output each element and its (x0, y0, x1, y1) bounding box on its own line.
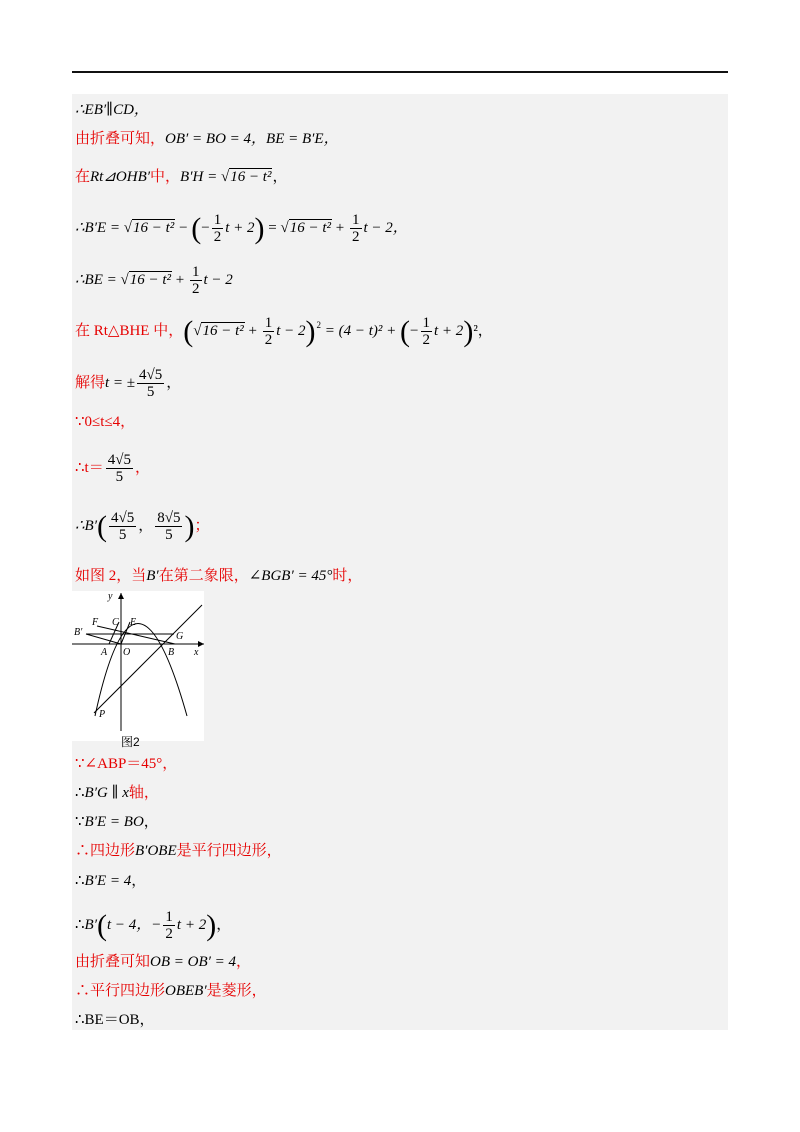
line-20 (75, 1013, 155, 1028)
label-x: x (194, 647, 199, 658)
line-18-math: OB = OB′ = 4 (150, 954, 237, 970)
header-rule (72, 71, 728, 73)
figure-2 (72, 591, 204, 741)
line-13-end: 轴， (128, 785, 159, 801)
line-5-frac (190, 264, 202, 297)
line-3-end: ， (272, 169, 288, 185)
line-17-point: B′ (84, 916, 97, 933)
line-6-frac-2-num: 1 (422, 315, 431, 331)
line-17-end: ， (216, 916, 232, 933)
line-4-frac-2-den: 2 (352, 229, 360, 245)
line-9-frac-den: 5 (115, 469, 124, 485)
line-18-prefix: 由折叠可知 (75, 954, 151, 970)
line-4-sqrt-2: 16 − t² (289, 219, 332, 236)
line-3-triangle: Rt⊿OHB′ (90, 169, 151, 185)
line-6-frac-1-num: 1 (264, 315, 273, 331)
line-16 (75, 874, 146, 889)
label-b: B (168, 647, 175, 658)
line-12 (75, 757, 177, 772)
line-4-sqrt-1: 16 − t² (133, 219, 175, 236)
line-6-term: t − 2 (276, 322, 306, 339)
line-8-text: ∵0≤t≤4， (75, 414, 136, 430)
line-10-comma: ， (138, 517, 154, 534)
line-6-frac-2-den: 2 (422, 332, 431, 348)
line-17-prefix: ∴ (75, 916, 85, 933)
line-15-end: 是平行四边形， (176, 843, 282, 859)
line-11 (75, 569, 362, 584)
line-6-plus: + (244, 322, 261, 339)
line-19 (75, 984, 267, 999)
line-3-prefix: 在 (75, 169, 91, 185)
label-b-prime: B′ (74, 627, 83, 638)
line-10-frac-2 (155, 510, 182, 543)
line-11-point: B′ (146, 568, 159, 584)
line-15-prefix: ∴四边形 (75, 843, 136, 859)
line-6-sqrt: 16 − t² (202, 322, 244, 339)
label-e: E (130, 617, 137, 628)
line-10: ∴B′( $\frac{4√5}{5}$ ， $\frac{8√5}{5}$ )； (75, 509, 210, 543)
line-17-frac-den: 2 (165, 926, 173, 942)
line-6-end: ²， (473, 322, 493, 339)
line-4-frac-1-den: 2 (213, 229, 222, 245)
line-15-math: B′OBE (135, 843, 177, 859)
line-17-second: t + 2 (176, 916, 207, 933)
line-5-lhs: ∴BE = (75, 271, 121, 288)
label-g: G (176, 631, 184, 642)
line-20-text: ∴BE＝OB， (75, 1012, 155, 1028)
line-6-prefix: 在 Rt△BHE 中， (75, 322, 184, 339)
line-15 (75, 844, 282, 859)
line-4-frac-2 (350, 212, 362, 245)
line-4: ∴B′E = √16 − t² − (− $\frac{1}{2}$ t + 2) = √16 − t² + $\frac{1}{2}$ t − 2， (75, 211, 408, 245)
line-1 (75, 103, 149, 118)
line-7-prefix: 解得 (75, 374, 106, 391)
line-3-mid: 中， (150, 169, 181, 185)
line-19-prefix: ∴平行四边形 (75, 983, 166, 999)
line-5-frac-num: 1 (192, 264, 200, 280)
figure-2-graph (72, 591, 204, 731)
line-4-plus: + (332, 219, 349, 236)
figure-2-caption: 图2 (121, 735, 140, 749)
line-6-frac-2 (421, 315, 433, 348)
line-14-end: ， (143, 814, 159, 830)
line-10-frac-1-den: 5 (118, 527, 127, 543)
line-2-prefix: 由折叠可知， (75, 131, 166, 147)
line-5-sqrt: 16 − t² (129, 271, 172, 288)
line-4-lhs: ∴B′E = (75, 219, 124, 236)
line-4-frac-1 (212, 212, 224, 245)
line-3-lhs: B′H = (180, 169, 221, 185)
line-14-math: B′E = BO (84, 814, 144, 830)
line-17: ∴B′(t − 4，− $\frac{1}{2}$ t + 2)， (75, 908, 232, 942)
line-6-neg: − (410, 322, 419, 339)
line-6: 在 Rt△BHE 中，(√16 − t² + $\frac{1}{2}$ t − 2)$^2$ = (4 − t)² + (− $\frac{1}{2}$ t + 2)²， (75, 314, 493, 348)
line-17-first: t − 4，− (107, 916, 162, 933)
line-9-lhs: ∴t＝ (75, 459, 104, 476)
line-18 (75, 955, 251, 970)
line-12-text: ∵∠ABP＝45°， (75, 756, 178, 772)
line-7-end: ， (166, 374, 182, 391)
line-13-prefix: ∴ (75, 785, 85, 801)
line-14-prefix: ∵ (75, 814, 85, 830)
line-5-frac-den: 2 (192, 281, 200, 297)
line-8 (75, 415, 135, 430)
line-4-neg: − (201, 219, 210, 236)
line-9-frac (106, 452, 133, 485)
line-18-end: ， (236, 954, 252, 970)
line-17-frac-num: 1 (165, 909, 173, 925)
line-11-mid: 在第二象限， (158, 568, 249, 584)
line-3-sqrt: 16 − t² (230, 169, 272, 185)
line-9 (75, 452, 150, 485)
line-fb (97, 626, 175, 644)
line-2 (75, 132, 339, 147)
line-6-frac-1 (263, 315, 275, 348)
line-6-rhs: = (4 − t)² + (321, 322, 401, 339)
line-10-point: ∴B′ (75, 517, 97, 534)
label-a: A (101, 647, 108, 658)
parabola (95, 624, 187, 717)
line-11-end: 时， (332, 568, 363, 584)
line-3: 在Rt⊿OHB′中，B′H = √16 − t²， (75, 169, 288, 185)
line-16-math: B′E = 4 (84, 873, 132, 889)
line-7-frac-den: 5 (146, 384, 155, 400)
line-4-end: t − 2， (363, 219, 408, 236)
line-10-frac-2-num: 8√5 (157, 510, 181, 526)
line-2-math: OB′ = BO = 4，BE = B′E， (165, 131, 339, 147)
line-19-math: OBEB′ (165, 983, 207, 999)
label-f: F (92, 617, 99, 628)
line-13-math: B′G ∥ x (84, 785, 129, 801)
line-16-prefix: ∴ (75, 873, 85, 889)
line-14 (75, 815, 159, 830)
line-9-frac-num: 4√5 (107, 452, 131, 468)
label-o: O (123, 647, 131, 658)
label-p: P (99, 709, 106, 720)
x-axis-arrow (198, 641, 204, 647)
line-10-end: ； (194, 517, 210, 534)
line-6-frac-1-den: 2 (264, 332, 273, 348)
y-axis-arrow (118, 593, 124, 599)
line-10-frac-2-den: 5 (165, 527, 173, 543)
line-5-plus: + (172, 271, 188, 288)
line-4-term: t + 2 (225, 219, 255, 236)
line-19-end: 是菱形， (206, 983, 267, 999)
line-6-term-2: t + 2 (434, 322, 464, 339)
line-17-frac (163, 909, 175, 942)
line-7-lhs: t = ± (105, 374, 136, 391)
line-1-text: ∴EB′∥CD， (75, 102, 149, 118)
line-4-minus: − (175, 219, 192, 236)
line-10-frac-1-num: 4√5 (111, 510, 135, 526)
segment-bpo (86, 634, 121, 644)
line-7-frac (137, 367, 164, 400)
label-y: y (108, 591, 113, 602)
line-10-frac-1 (109, 510, 136, 543)
line-11-prefix: 如图 2，当 (75, 568, 147, 584)
line-16-end: ， (131, 873, 147, 889)
line-5: ∴BE = √16 − t² + $\frac{1}{2}$ t − 2 (75, 264, 233, 297)
line-4-frac-2-num: 1 (352, 212, 360, 228)
line-7 (75, 367, 181, 400)
label-c: C (112, 617, 119, 628)
line-5-end: t − 2 (203, 271, 233, 288)
line-4-eq: = (264, 219, 281, 236)
line-7-frac-num: 4√5 (139, 367, 163, 383)
line-13 (75, 786, 159, 801)
line-9-end: ， (134, 459, 150, 476)
line-4-frac-1-num: 1 (213, 212, 222, 228)
line-11-angle: ∠BGB′ = 45° (248, 568, 333, 584)
